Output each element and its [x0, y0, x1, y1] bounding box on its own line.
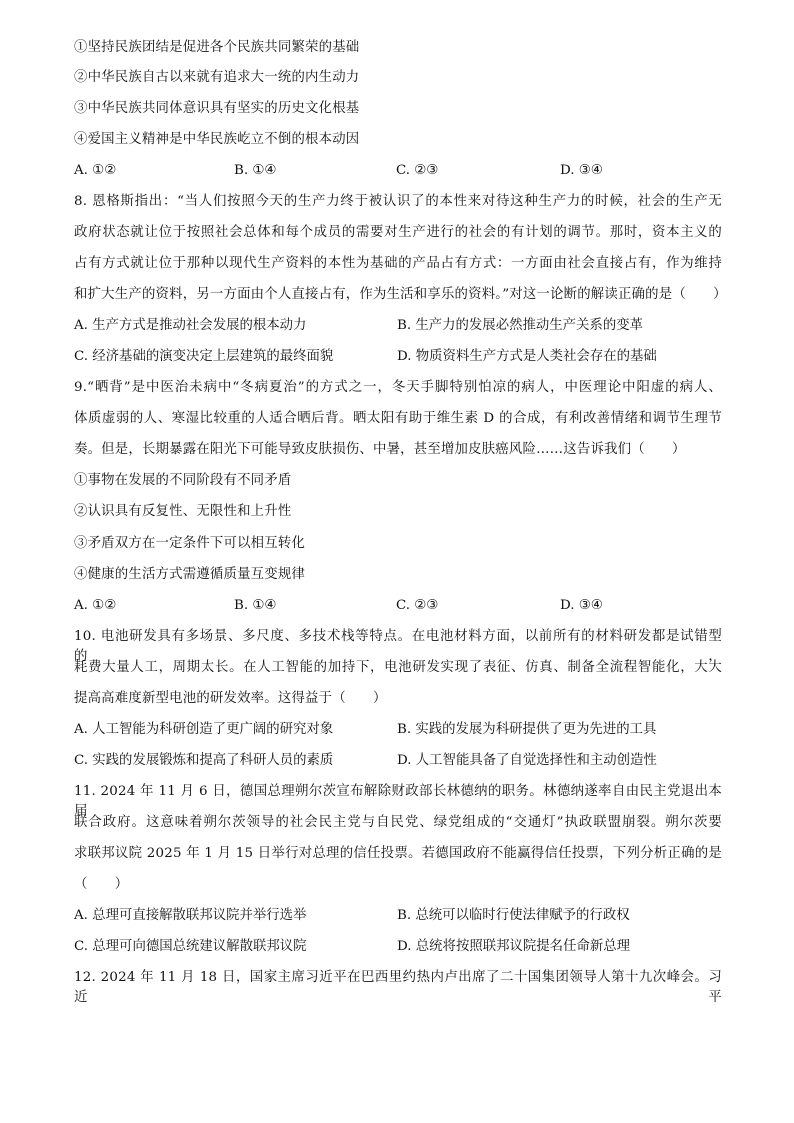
q9-stem-line-3: 奏。但是，长期暴露在阳光下可能导致皮肤损伤、中暑，甚至增加皮肤癌风险……这告诉我们（ ） — [74, 442, 686, 457]
q10-option-c: C. 实践的发展锻炼和提高了科研人员的素质 — [74, 753, 334, 768]
q9-option-d: D. ③④ — [560, 598, 603, 613]
q7-option-a: A. ①② — [74, 163, 117, 178]
q11-stem-line-1: 11. 2024 年 11 月 6 日，德国总理朔尔茨宣布解除财政部长林德纳的职务。林德纳遂率自由民主党退出本届 — [74, 784, 722, 819]
q11-option-a: A. 总理可直接解散联邦议院并举行选举 — [74, 908, 307, 923]
q10-option-a: A. 人工智能为科研创造了更广阔的研究对象 — [74, 722, 334, 737]
q10-option-d: D. 人工智能具备了自觉选择性和主动创造性 — [397, 753, 657, 768]
q9-option-a: A. ①② — [74, 598, 117, 613]
q11-option-b: B. 总统可以临时行使法律赋予的行政权 — [397, 908, 630, 923]
q11-stem-line-3: 求联邦议院 2025 年 1 月 15 日举行对总理的信任投票。若德国政府不能赢得信任投票，下列分析正确的是 — [74, 846, 722, 861]
q7-item-2: ②中华民族自古以来就有追求大一统的内生动力 — [74, 70, 360, 85]
q11-option-c: C. 总理可向德国总统建议解散联邦议院 — [74, 939, 307, 954]
q10-stem-line-3: 提高高难度新型电池的研发效率。这得益于（ ） — [74, 691, 387, 706]
q9-item-1: ①事物在发展的不同阶段有不同矛盾 — [74, 473, 292, 488]
q9-stem-line-1: 9.“晒背”是中医治未病中“冬病夏治”的方式之一，冬天手脚特别怕凉的病人，中医理论中阳虚的病人、 — [74, 380, 722, 395]
q10-stem-line-1: 10. 电池研发具有多场景、多尺度、多技术栈等特点。在电池材料方面，以前所有的材料研发都是试错型的， — [74, 629, 722, 664]
q9-item-3: ③矛盾双方在一定条件下可以相互转化 — [74, 536, 306, 551]
q7-option-d: D. ③④ — [560, 163, 603, 178]
q9-option-b: B. ①④ — [234, 598, 277, 613]
q12-stem-line-1: 12. 2024 年 11 月 18 日，国家主席习近平在巴西里约热内卢出席了二十国集团领导人第十九次峰会。习近平 — [74, 970, 722, 1005]
q8-stem-line-2: 政府状态就让位于按照社会总体和每个成员的需要对生产进行的社会的有计划的调节。那时，资本主义的 — [74, 225, 722, 240]
q7-option-b: B. ①④ — [234, 163, 277, 178]
q9-stem-line-2: 体质虚弱的人、寒湿比较重的人适合晒后背。晒太阳有助于维生素 D 的合成，有利改善情绪和调节生理节 — [74, 411, 722, 426]
q9-item-4: ④健康的生活方式需遵循质量互变规律 — [74, 567, 306, 582]
q7-item-3: ③中华民族共同体意识具有坚实的历史文化根基 — [74, 101, 360, 116]
q7-option-c: C. ②③ — [396, 163, 439, 178]
q9-option-c: C. ②③ — [396, 598, 439, 613]
q11-option-d: D. 总统将按照联邦议院提名任命新总理 — [397, 939, 631, 954]
q9-item-2: ②认识具有反复性、无限性和上升性 — [74, 504, 292, 519]
q11-stem-line-2: 联合政府。这意味着朔尔茨领导的社会民主党与自民党、绿党组成的“交通灯”执政联盟崩裂。朔尔茨要 — [74, 815, 722, 830]
q7-item-4: ④爱国主义精神是中华民族屹立不倒的根本动因 — [74, 132, 360, 147]
q8-stem-line-3: 占有方式就让位于那种以现代生产资料的本性为基础的产品占有方式：一方面由社会直接占有，作为维持 — [74, 256, 722, 271]
q8-option-c: C. 经济基础的演变决定上层建筑的最终面貌 — [74, 349, 334, 364]
q8-option-d: D. 物质资料生产方式是人类社会存在的基础 — [397, 349, 657, 364]
q11-stem-line-4: （ ） — [74, 877, 129, 892]
q7-item-1: ①坚持民族团结是促进各个民族共同繁荣的基础 — [74, 40, 360, 55]
q8-stem-line-4: 和扩大生产的资料，另一方面由个人直接占有，作为生活和享乐的资料。”对这一论断的解读正确的是（ ） — [74, 287, 727, 302]
q10-option-b: B. 实践的发展为科研提供了更为先进的工具 — [397, 722, 657, 737]
q8-option-a: A. 生产方式是推动社会发展的根本动力 — [74, 318, 307, 333]
q10-stem-line-2: 耗费大量人工，周期太长。在人工智能的加持下，电池研发实现了表征、仿真、制备全流程智能化，大大 — [74, 660, 722, 675]
q8-option-b: B. 生产力的发展必然推动生产关系的变革 — [397, 318, 643, 333]
q8-stem-line-1: 8. 恩格斯指出：“当人们按照今天的生产力终于被认识了的本性来对待这种生产力的时候，社会的生产无 — [74, 194, 722, 209]
